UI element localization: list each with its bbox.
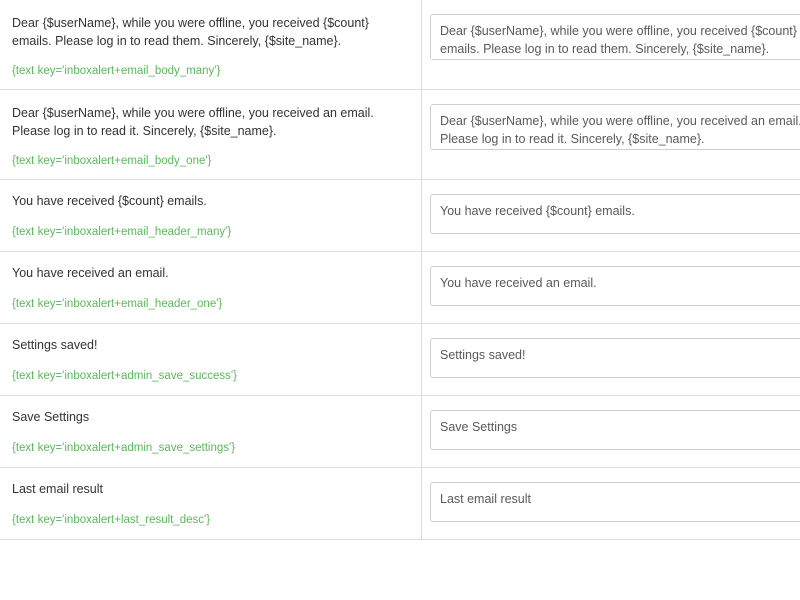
source-string-cell xyxy=(0,252,422,324)
source-string-text: Settings saved! xyxy=(12,338,98,353)
table-row xyxy=(0,324,800,396)
source-string-cell xyxy=(0,324,422,396)
source-string-text: You have received {$count} emails. xyxy=(12,194,207,209)
source-string-text: Save Settings xyxy=(12,410,90,425)
translation-input-cell xyxy=(422,0,800,90)
translation-key-text: {text key='inboxalert+email_header_one'} xyxy=(12,297,223,310)
source-string-text: Dear {$userName}, while you were offline, you received an email. Please log in to read it. Sincerely, {$site_name}. xyxy=(12,106,374,139)
table-row xyxy=(0,468,800,540)
table-row xyxy=(0,396,800,468)
source-string-text: You have received an email. xyxy=(12,266,169,281)
translation-input-cell xyxy=(422,90,800,180)
translation-key-text: {text key='inboxalert+email_body_one'} xyxy=(12,155,212,168)
translation-textarea[interactable] xyxy=(430,482,800,522)
source-string-cell xyxy=(0,0,422,90)
translation-input-cell xyxy=(422,324,800,396)
translation-textarea[interactable] xyxy=(430,104,800,150)
translation-key-text: {text key='inboxalert+admin_save_success'} xyxy=(12,369,237,382)
table-row xyxy=(0,0,800,90)
translation-textarea[interactable] xyxy=(430,338,800,378)
translation-key-text: {text key='inboxalert+email_header_many'} xyxy=(12,225,232,238)
translation-input-cell xyxy=(422,468,800,540)
translation-textarea[interactable] xyxy=(430,194,800,234)
source-string-cell xyxy=(0,180,422,252)
source-string-cell xyxy=(0,396,422,468)
translation-input-cell xyxy=(422,396,800,468)
translation-key-text: {text key='inboxalert+last_result_desc'} xyxy=(12,513,211,526)
source-string-cell xyxy=(0,90,422,180)
translation-input-cell xyxy=(422,180,800,252)
table-row xyxy=(0,180,800,252)
translation-input-cell xyxy=(422,252,800,324)
source-string-cell xyxy=(0,468,422,540)
translation-textarea[interactable] xyxy=(430,266,800,306)
table-row xyxy=(0,90,800,180)
translation-key-text: {text key='inboxalert+admin_save_settings'} xyxy=(12,441,236,454)
source-string-text: Dear {$userName}, while you were offline, you received {$count} emails. Please log in to read them. Sincerely, {$site_name}. xyxy=(12,16,369,49)
translation-textarea[interactable] xyxy=(430,410,800,450)
table-row xyxy=(0,252,800,324)
translation-textarea[interactable] xyxy=(430,14,800,60)
source-string-text: Last email result xyxy=(12,482,104,497)
translation-key-text: {text key='inboxalert+email_body_many'} xyxy=(12,65,221,78)
